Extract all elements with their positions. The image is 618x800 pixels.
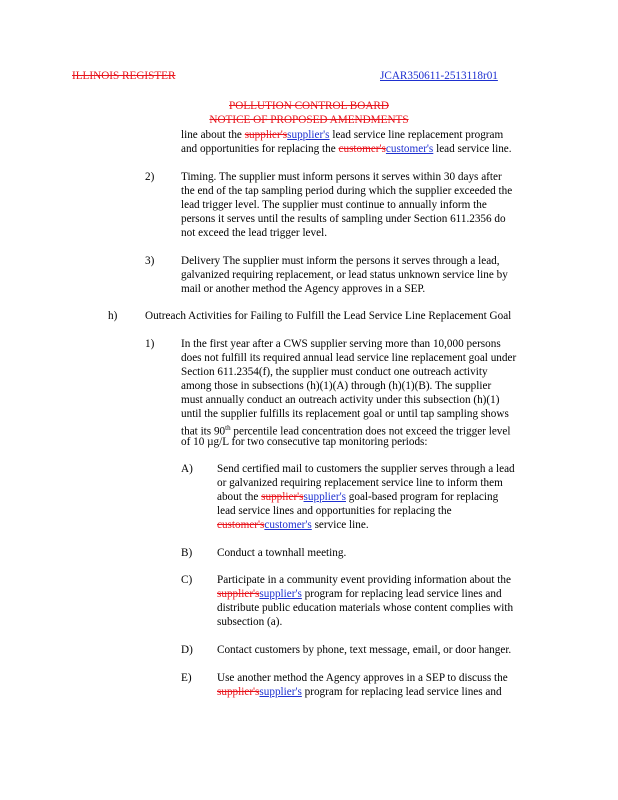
subitem-letter: C) bbox=[181, 574, 193, 586]
paragraph-line: distribute public education materials whose content complies with bbox=[217, 602, 514, 614]
subitem-letter: B) bbox=[181, 547, 193, 559]
paragraph-line: Send certified mail to customers the supplier serves through a lead bbox=[217, 463, 515, 475]
subitem-letter: E) bbox=[181, 672, 192, 684]
paragraph-line: that its 90th percentile lead concentration does not exceed the trigger level bbox=[181, 424, 511, 438]
paragraph-line: until the supplier fulfills its replacement goal or until tap sampling shows bbox=[181, 408, 509, 420]
item-number: 1) bbox=[145, 338, 155, 350]
deletion: supplier's bbox=[261, 491, 304, 503]
insertion: supplier's bbox=[303, 491, 346, 503]
cont-line-1: line about the supplier'ssupplier's lead service line replacement program bbox=[181, 129, 504, 141]
paragraph-line: or galvanized requiring replacement service line to inform them bbox=[217, 477, 503, 489]
notice-title: NOTICE OF PROPOSED AMENDMENTS bbox=[209, 114, 409, 126]
paragraph-line: supplier'ssupplier's program for replacing lead service lines and bbox=[217, 588, 502, 600]
item-number: 3) bbox=[145, 255, 155, 267]
insertion: customer's bbox=[264, 519, 312, 531]
deletion: customer's bbox=[217, 519, 265, 531]
paragraph-line: must annually conduct an outreach activity under this subsection (h)(1) bbox=[181, 394, 500, 406]
paragraph-line: persons it serves until the results of sampling under Section 611.2356 do bbox=[181, 213, 506, 225]
paragraph-line: Contact customers by phone, text message, email, or door hanger. bbox=[217, 644, 512, 656]
paragraph-line: Participate in a community event providing information about the bbox=[217, 574, 511, 586]
paragraph-line: Conduct a townhall meeting. bbox=[217, 547, 347, 559]
insertion: supplier's bbox=[259, 588, 302, 600]
deletion: supplier's bbox=[217, 588, 260, 600]
register-header: ILLINOIS REGISTER bbox=[72, 70, 176, 82]
paragraph-line: Use another method the Agency approves in a SEP to discuss the bbox=[217, 672, 508, 684]
item-number: 2) bbox=[145, 171, 155, 183]
section-title: Outreach Activities for Failing to Fulfill the Lead Service Line Replacement Goal bbox=[145, 310, 512, 322]
deletion: supplier's bbox=[217, 686, 260, 698]
paragraph-line: the end of the tap sampling period during which the supplier exceeded the bbox=[181, 185, 513, 197]
paragraph-line: customer'scustomer's service line. bbox=[217, 519, 369, 531]
jcar-number: JCAR350611-2513118r01 bbox=[380, 70, 498, 82]
paragraph-line: about the supplier'ssupplier's goal-based program for replacing bbox=[217, 491, 499, 503]
paragraph-line: subsection (a). bbox=[217, 616, 283, 628]
paragraph-line: among those in subsections (h)(1)(A) through (h)(1)(B). The supplier bbox=[181, 380, 492, 392]
paragraph-line: Delivery The supplier must inform the persons it serves through a lead, bbox=[181, 255, 500, 267]
paragraph-line: Timing. The supplier must inform persons it serves within 30 days after bbox=[181, 171, 502, 183]
deletion: customer's bbox=[338, 143, 386, 155]
paragraph-line: lead service lines and opportunities for replacing the bbox=[217, 505, 452, 517]
insertion: supplier's bbox=[287, 129, 330, 141]
subitem-letter: D) bbox=[181, 644, 193, 656]
deletion: supplier's bbox=[244, 129, 288, 141]
subitem-letter: A) bbox=[181, 463, 193, 475]
paragraph-line: does not fulfill its required annual lead service line replacement goal under bbox=[181, 352, 517, 364]
board-title: POLLUTION CONTROL BOARD bbox=[229, 100, 389, 112]
paragraph-line: In the first year after a CWS supplier serving more than 10,000 persons bbox=[181, 338, 501, 350]
section-letter: h) bbox=[108, 310, 118, 322]
insertion: customer's bbox=[385, 143, 434, 155]
paragraph-line: supplier'ssupplier's program for replacing lead service lines and bbox=[217, 686, 502, 698]
insertion: supplier's bbox=[259, 686, 302, 698]
paragraph-line: Section 611.2354(f), the supplier must conduct one outreach activity bbox=[181, 366, 488, 378]
paragraph-line: lead trigger level. The supplier must continue to annually inform the bbox=[181, 199, 487, 211]
paragraph-line: mail or another method the Agency approves in a SEP. bbox=[181, 283, 426, 295]
paragraph-line: of 10 µg/L for two consecutive tap monitoring periods: bbox=[181, 436, 428, 448]
cont-line-2: and opportunities for replacing the customer'scustomer's lead service line. bbox=[181, 143, 512, 155]
paragraph-line: not exceed the lead trigger level. bbox=[181, 227, 327, 239]
paragraph-line: galvanized requiring replacement, or lead status unknown service line by bbox=[181, 269, 508, 281]
